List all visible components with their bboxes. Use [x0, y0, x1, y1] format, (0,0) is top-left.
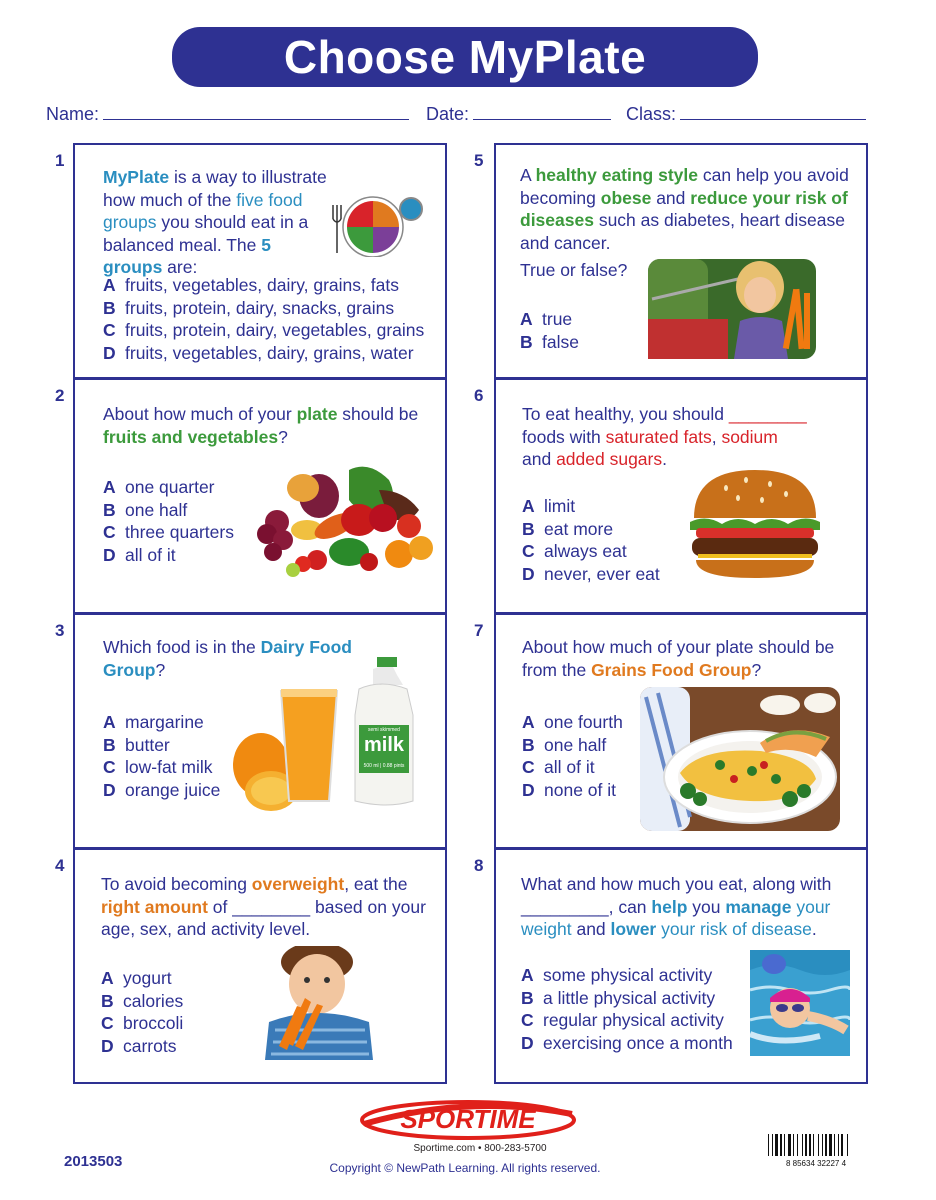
omelette-plate-image [640, 687, 840, 831]
copyright: Copyright © NewPath Learning. All rights reserved. [329, 1161, 601, 1175]
options-list [103, 476, 234, 566]
barcode-bar [847, 1134, 848, 1156]
class-line[interactable] [680, 104, 866, 120]
barcode-bar [829, 1134, 832, 1156]
question-card-6 [494, 378, 868, 614]
barcode-bar [768, 1134, 769, 1156]
question-card-4 [73, 848, 447, 1084]
question-card-7 [494, 613, 868, 849]
barcode-bar [784, 1134, 785, 1156]
girl-carrots-image [648, 259, 816, 359]
question-number: 6 [474, 386, 484, 405]
question-card-8 [494, 848, 868, 1084]
milk-juice-image [231, 655, 441, 815]
options-list [520, 308, 579, 353]
swimmer-image [750, 950, 850, 1056]
option-a[interactable]: A some physical activity [521, 965, 713, 985]
barcode-bar [822, 1134, 823, 1156]
barcode-bar [809, 1134, 811, 1156]
sportime-logo-text: SPORTIME [400, 1104, 536, 1134]
barcode [760, 1134, 872, 1168]
option-b[interactable]: B false [520, 331, 579, 352]
product-code: 2013503 [64, 1153, 123, 1170]
options-list [103, 711, 220, 801]
class-label: Class: [626, 104, 677, 124]
barcode-bar [834, 1134, 835, 1156]
milk-small-text: semi skimmed [368, 727, 400, 733]
barcode-bar [818, 1134, 819, 1156]
question-number: 4 [55, 856, 65, 875]
question-card-2 [73, 378, 447, 614]
date-field[interactable] [426, 104, 611, 125]
burger-image [686, 466, 824, 582]
name-field[interactable] [46, 104, 409, 125]
option-b[interactable]: B a little physical activity [521, 987, 716, 1008]
option-b[interactable]: B one half [522, 734, 607, 755]
barcode-bar [797, 1134, 798, 1156]
barcode-bar [805, 1134, 807, 1156]
question-card-5 [494, 143, 868, 379]
barcode-bar [793, 1134, 794, 1156]
barcode-bar [802, 1134, 803, 1156]
question-number: 8 [474, 856, 484, 875]
option-c[interactable]: C always eat [522, 541, 627, 561]
option-c[interactable]: C low-fat milk [103, 757, 213, 777]
option-a[interactable]: A fruits, vegetables, dairy, grains, fats [103, 275, 399, 295]
option-b[interactable]: B calories [101, 990, 184, 1011]
question-number: 7 [474, 621, 484, 640]
option-c[interactable]: C three quarters [103, 522, 234, 542]
option-b[interactable]: B fruits, protein, dairy, snacks, grains [103, 297, 395, 318]
options-list [522, 711, 623, 801]
barcode-bars [768, 1134, 848, 1156]
true-false-prompt: True or false? [520, 260, 628, 280]
option-d[interactable]: D fruits, vegetables, dairy, grains, water [103, 342, 414, 363]
header-fields [46, 104, 876, 128]
question-text: MyPlate is a way to illustrate how much of the five food groups you should eat in a balanced meal. The 5 groups are: [103, 167, 327, 277]
option-b[interactable]: B butter [103, 734, 170, 755]
option-c[interactable]: C fruits, protein, dairy, vegetables, grains [103, 320, 425, 340]
barcode-bar [825, 1134, 827, 1156]
question-text: About how much of your plate should be fruits and vegetables? [103, 404, 419, 447]
option-d[interactable]: D none of it [522, 779, 616, 800]
title-banner [172, 27, 758, 87]
date-line[interactable] [473, 104, 611, 120]
sportime-logo [360, 1098, 576, 1140]
options-list [101, 967, 183, 1057]
date-label: Date: [426, 104, 470, 124]
option-b[interactable]: B eat more [522, 518, 614, 539]
fruits-vegetables-image [249, 460, 439, 582]
barcode-bar [775, 1134, 778, 1156]
option-a[interactable]: A limit [522, 496, 576, 516]
option-d[interactable]: D carrots [101, 1035, 177, 1056]
barcode-bar [788, 1134, 791, 1156]
option-c[interactable]: C regular physical activity [521, 1010, 724, 1030]
question-text: A healthy eating style can help you avoid becoming obese and reduce your risk of diseases such as diabetes, heart disease and cancer. [520, 165, 849, 253]
question-card-3 [73, 613, 447, 849]
question-number: 1 [55, 151, 65, 170]
barcode-bar [838, 1134, 839, 1156]
question-text: To eat healthy, you should ________ foods with saturated fats, sodium and added sugars. [522, 404, 807, 469]
boy-carrots-image [245, 946, 395, 1060]
question-number: 2 [55, 386, 65, 405]
option-d[interactable]: D orange juice [103, 779, 221, 800]
option-d[interactable]: D never, ever eat [522, 563, 660, 584]
barcode-bar [780, 1134, 782, 1156]
option-d[interactable]: D all of it [103, 544, 176, 565]
option-a[interactable]: A one quarter [103, 477, 215, 497]
class-field[interactable] [626, 104, 866, 125]
name-label: Name: [46, 104, 100, 124]
option-c[interactable]: C all of it [522, 757, 595, 777]
question-text: About how much of your plate should be from the Grains Food Group? [522, 637, 835, 680]
option-a[interactable]: A one fourth [522, 712, 623, 732]
option-c[interactable]: C broccoli [101, 1013, 184, 1033]
name-line[interactable] [103, 104, 409, 120]
question-text: What and how much you eat, along with _________, can help you manage your weight and lower your risk of disease. [521, 874, 832, 939]
option-b[interactable]: B one half [103, 499, 188, 520]
milk-volume-text: 500 ml | 0.88 pints [363, 763, 405, 769]
barcode-bar [772, 1134, 773, 1156]
question-number: 3 [55, 621, 65, 640]
options-list [522, 495, 660, 585]
option-a[interactable]: A true [520, 309, 573, 329]
milk-label-text: milk [363, 734, 405, 756]
question-text: To avoid becoming overweight, eat the right amount of ________ based on your age, sex, and activity level. [101, 874, 426, 939]
option-a[interactable]: A yogurt [101, 968, 172, 988]
option-a[interactable]: A margarine [103, 712, 204, 732]
option-d[interactable]: D exercising once a month [521, 1032, 733, 1053]
myplate-icon [327, 193, 427, 257]
question-card-1 [73, 143, 447, 379]
question-number: 5 [474, 151, 484, 170]
options-list [521, 964, 733, 1054]
contact-info: Sportime.com • 800-283-5700 [413, 1143, 547, 1154]
barcode-bar [841, 1134, 843, 1156]
options-list [103, 274, 424, 364]
barcode-bar [813, 1134, 814, 1156]
page-title: Choose MyPlate [283, 31, 647, 83]
barcode-digits: 8 85634 32227 4 [785, 1159, 847, 1168]
question-text: Which food is in the Dairy Food Group? [103, 637, 352, 680]
